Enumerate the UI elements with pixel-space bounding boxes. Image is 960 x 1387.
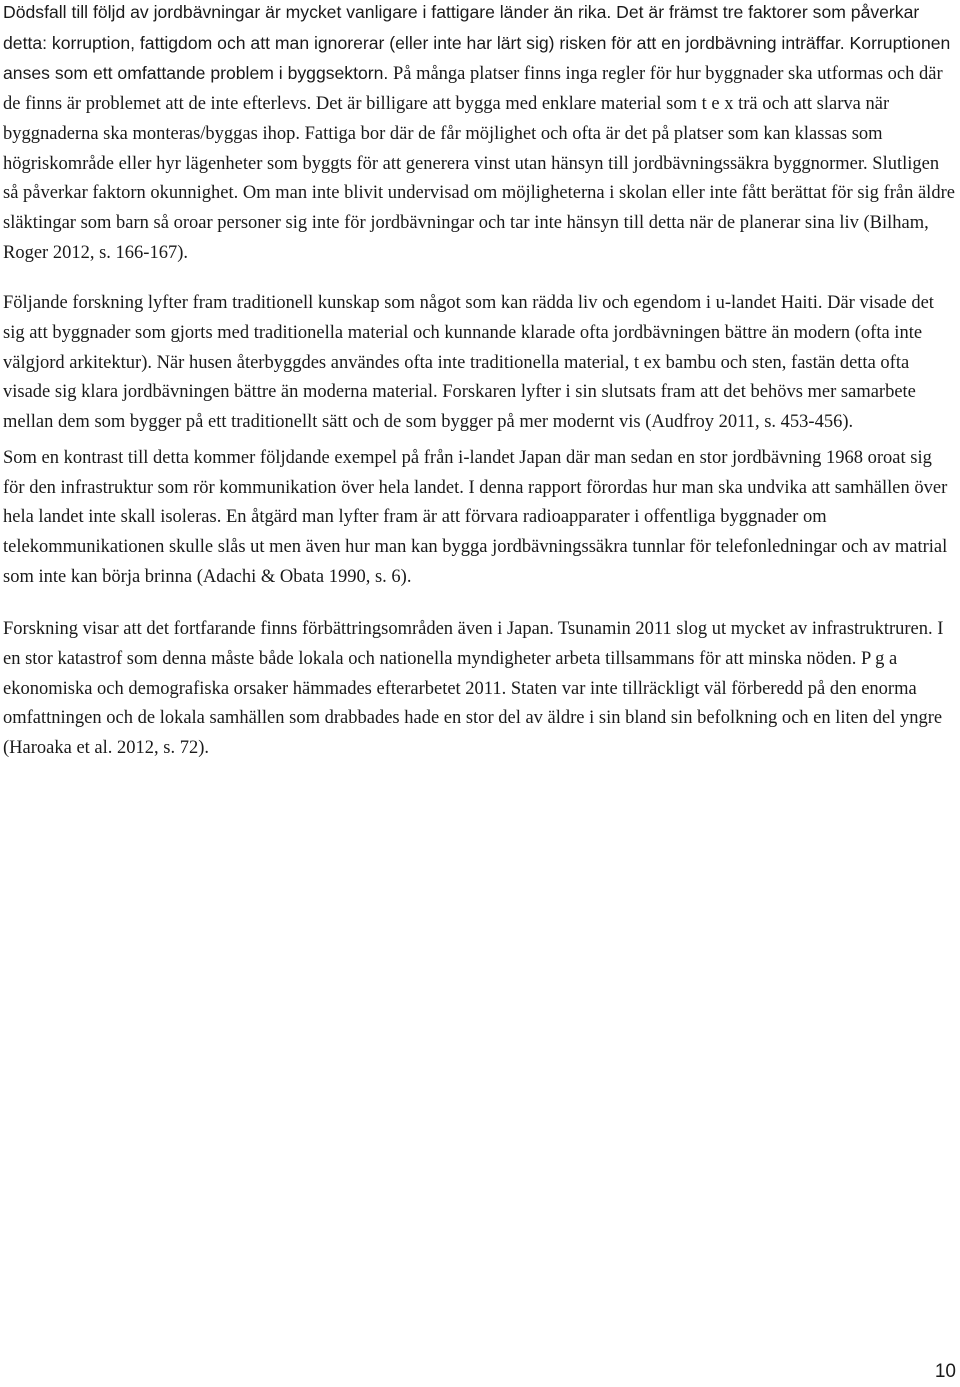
paragraph-japan-contrast: Som en kontrast till detta kommer följdande exempel på från i-landet Japan där man sedan en stor jordbävning 1968 oroat sig för den infrastruktur som rör kommunikation över hela landet. I denna rapport förordas hur man ska undvika att samhällen över hela landet inte skall isoleras. En åtgärd man lyfter fram är att förvara radioapparater i offentliga byggnader om telekommunikationen skulle slås ut men även hur man kan bygga jordbävningssäkra tunnlar för telefonledningar och av matrial som inte kan börja brinna (Adachi & Obata 1990, s. 6).	[3, 447, 948, 587]
paragraph-earthquake-deaths	[3, 0, 955, 268]
paragraph-haiti-research: Följande forskning lyfter fram traditionell kunskap som något som kan rädda liv och egendom i u-landet Haiti. Där visade det sig att byggnader som gjorts med traditionella material och kunnande klarade ofta jordbävningen bättre än modern (ofta inte välgjord arkitektur). När husen återbyggdes användes ofta inte traditionella material, t ex bambu och sten, fastän detta ofta visade sig klara jordbävningen bättre än moderna material. Forskaren lyfter i sin slutsats fram att det behövs mer samarbete mellan dem som bygger på ett traditionellt sätt och de som bygger på mer modernt vis (Audfroy 2011, s. 453-456).	[3, 293, 934, 433]
paragraph-serif-segment: På många platser finns inga regler för hur byggnader ska utformas och där de finns är problemet att de inte efterlevs. Det är billigare att bygga med enklare material som t e x trä och att slarva när byggnaderna ska monteras/byggas ihop. Fattiga bor där de får möjlighet och ofta är det på platser som kan klassas som högriskområde eller hyr lägenheter som byggts för att generera vinst utan hänsyn till jordbävningssäkra byggnormer. Slutligen så påverkar faktorn okunnighet. Om man inte blivit undervisad om möjligheterna i skolan eller inte fått berättat för sig från äldre släktingar som barn så oroar personer sig inte för jordbävningar och tar inte hänsyn till detta när de planerar sina liv (Bilham, Roger 2012, s. 166-167).	[3, 64, 955, 263]
paragraph-japan-improvements: Forskning visar att det fortfarande finns förbättringsområden även i Japan. Tsunamin 2011 slog ut mycket av infrastruktruren. I en stor katastrof som denna måste både lokala och nationella myndigheter arbeta tillsammans för att minska nöden. P g a ekonomiska och demografiska orsaker hämmades efterarbetet 2011. Staten var inte tillräckligt väl förberedd på den enorma omfattningen och de lokala samhällen som drabbades hade en stor del av äldre i sin bland sin befolkning och en liten del yngre (Haroaka et al. 2012, s. 72).	[3, 619, 944, 759]
document-page	[3, 0, 955, 764]
paragraph-sans-segment: Dödsfall till följd av jordbävningar är mycket vanligare i fattigare länder än rika. Det är främst tre faktorer som påverkar detta: korruption, fattigdom och att man ignorerar (eller inte har lärt sig) risken för att en jordbävning inträffar. Korruptionen anses som ett omfattande problem i byggsektorn.	[3, 2, 951, 84]
page-number: 10	[934, 1361, 956, 1382]
